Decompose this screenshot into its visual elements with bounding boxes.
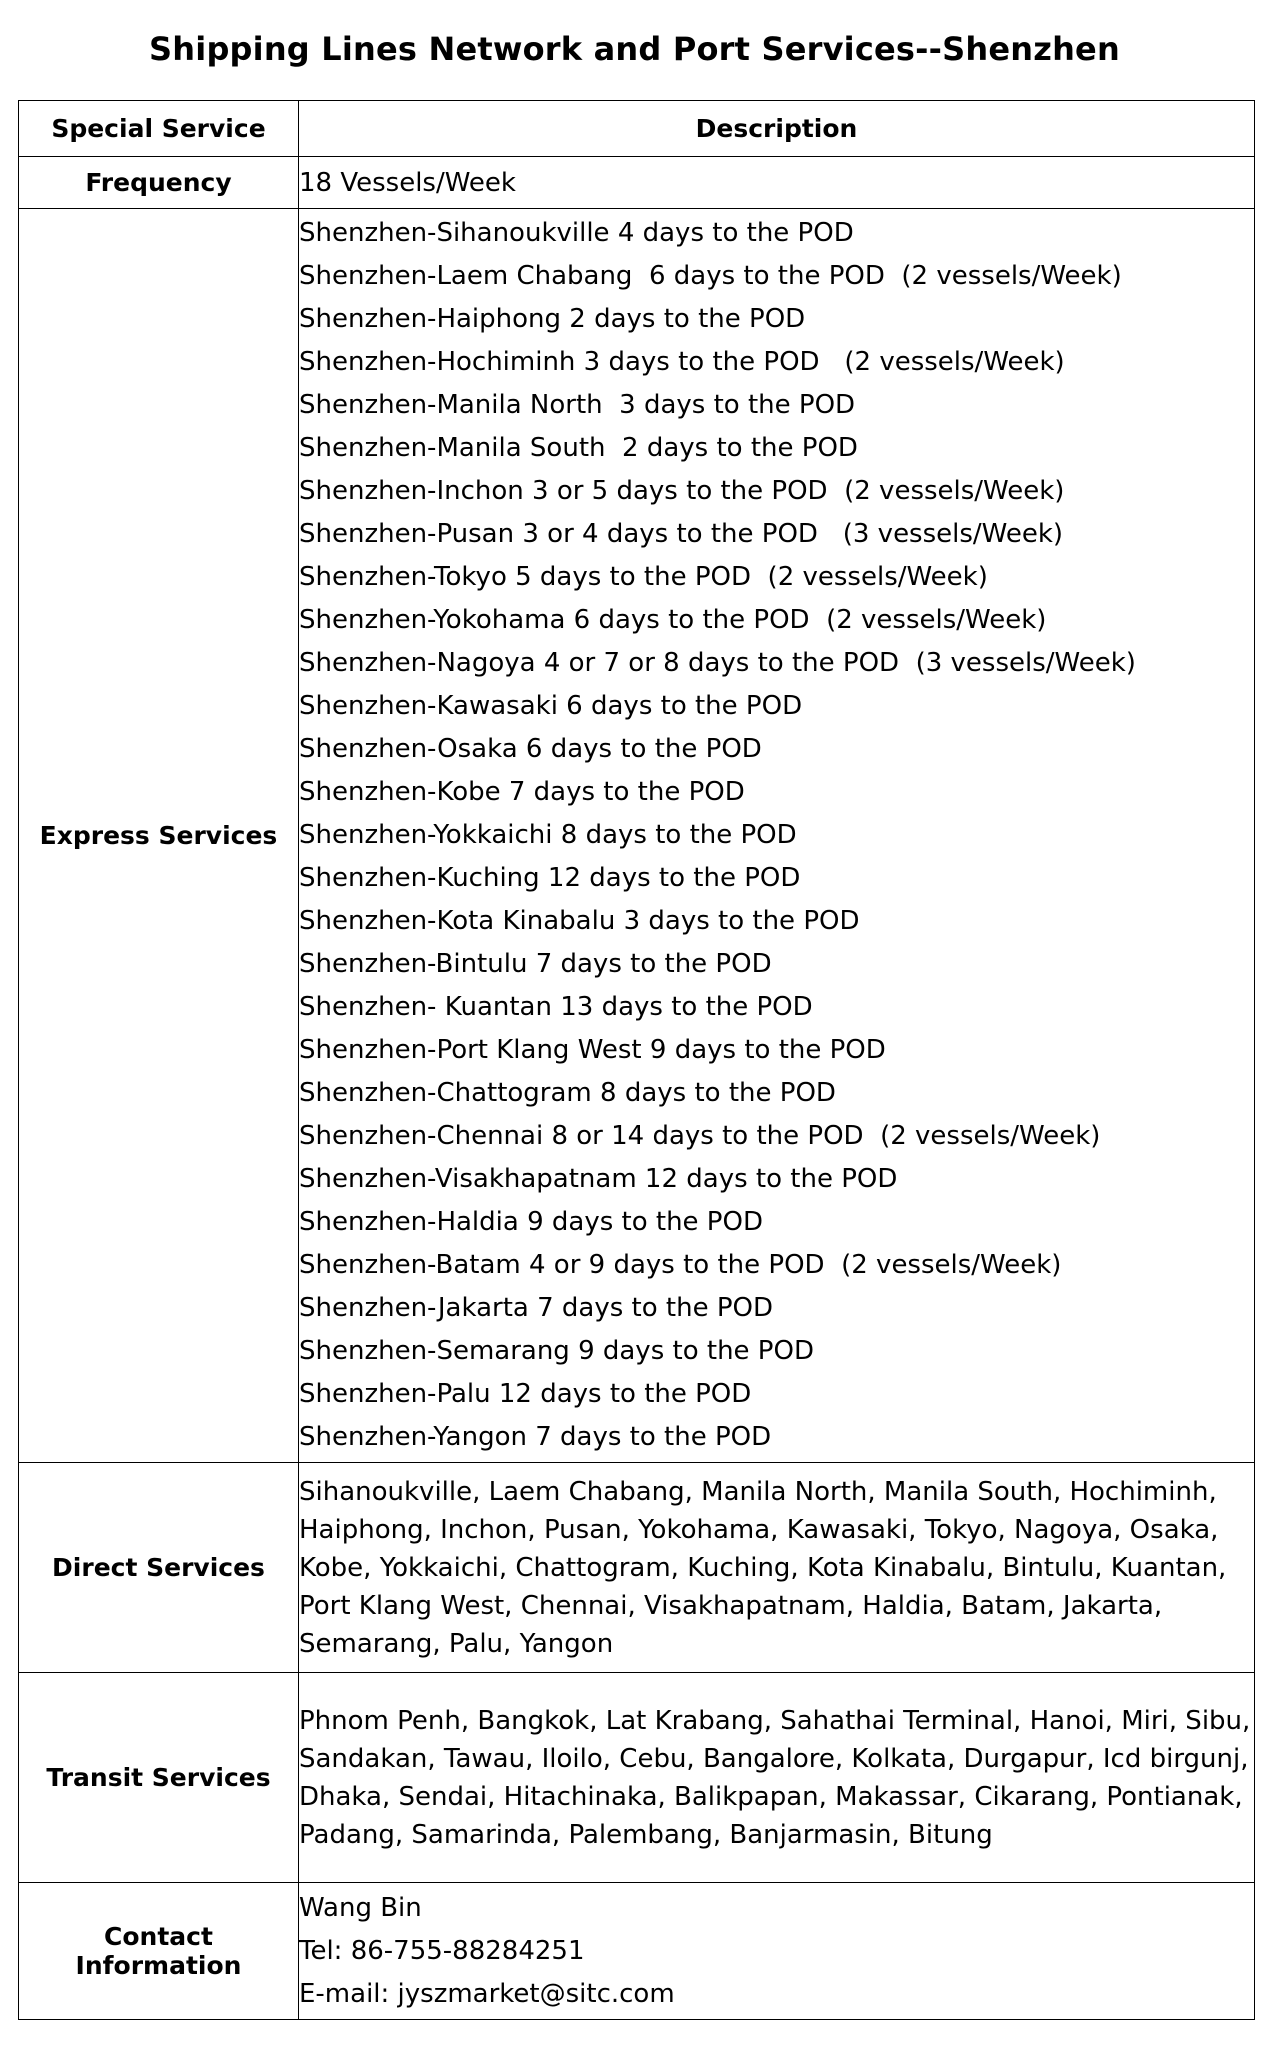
express-line: Shenzhen-Osaka 6 days to the POD: [299, 734, 762, 764]
contact-row: [19, 1883, 1255, 2020]
frequency-row: [19, 157, 1255, 209]
express-line: Shenzhen-Manila North 3 days to the POD: [299, 390, 856, 420]
express-line: Shenzhen-Chattogram 8 days to the POD: [299, 1078, 836, 1108]
header-row: [19, 101, 1255, 157]
express-line: Shenzhen-Batam 4 or 9 days to the POD (2 vessels/Week): [299, 1250, 1062, 1280]
express-services-row: [19, 209, 1255, 1463]
transit-line: Dhaka, Sendai, Hitachinaka, Balikpapan, Makassar, Cikarang, Pontianak,: [299, 1781, 1243, 1812]
express-services-list: [299, 209, 1255, 1463]
express-line: Shenzhen-Palu 12 days to the POD: [299, 1379, 752, 1409]
express-line: Shenzhen-Hochiminh 3 days to the POD (2 vessels/Week): [299, 347, 1065, 377]
express-line: Shenzhen-Kawasaki 6 days to the POD: [299, 691, 803, 721]
services-table: [18, 100, 1255, 2020]
express-line: Shenzhen-Pusan 3 or 4 days to the POD (3 vessels/Week): [299, 519, 1064, 549]
direct-line: Semarang, Palu, Yangon: [299, 1628, 614, 1659]
direct-services-list: [299, 1463, 1255, 1673]
contact-tel: Tel: 86-755-88284251: [299, 1935, 585, 1966]
express-line: Shenzhen-Haiphong 2 days to the POD: [299, 304, 806, 334]
page-title: Shipping Lines Network and Port Services--Shenzhen: [149, 30, 1120, 68]
express-line: Shenzhen-Yangon 7 days to the POD: [299, 1422, 772, 1452]
header-description: Description: [299, 101, 1255, 157]
transit-services-label: Transit Services: [19, 1673, 299, 1883]
express-line: Shenzhen-Yokkaichi 8 days to the POD: [299, 820, 797, 850]
contact-details: [299, 1883, 1255, 2020]
direct-services-label: Direct Services: [19, 1463, 299, 1673]
express-line: Shenzhen-Kuching 12 days to the POD: [299, 863, 801, 893]
transit-services-row: [19, 1673, 1255, 1883]
express-line: Shenzhen-Kobe 7 days to the POD: [299, 777, 745, 807]
express-line: Shenzhen-Inchon 3 or 5 days to the POD (2 vessels/Week): [299, 476, 1065, 506]
contact-email: E-mail: jyszmarket@sitc.com: [299, 1978, 675, 2009]
express-line: Shenzhen-Laem Chabang 6 days to the POD (2 vessels/Week): [299, 261, 1122, 291]
header-special-service: Special Service: [19, 101, 299, 157]
express-line: Shenzhen-Haldia 9 days to the POD: [299, 1207, 763, 1237]
transit-line: Padang, Samarinda, Palembang, Banjarmasin, Bitung: [299, 1819, 993, 1850]
express-line: Shenzhen-Sihanoukville 4 days to the POD: [299, 218, 854, 248]
transit-line: Phnom Penh, Bangkok, Lat Krabang, Sahathai Terminal, Hanoi, Miri, Sibu,: [299, 1705, 1251, 1736]
transit-line: Sandakan, Tawau, Iloilo, Cebu, Bangalore, Kolkata, Durgapur, Icd birgunj,: [299, 1743, 1249, 1774]
express-line: Shenzhen-Semarang 9 days to the POD: [299, 1336, 814, 1366]
direct-line: Sihanoukville, Laem Chabang, Manila North, Manila South, Hochiminh,: [299, 1476, 1217, 1507]
frequency-value: 18 Vessels/Week: [299, 157, 1255, 209]
express-line: Shenzhen-Port Klang West 9 days to the POD: [299, 1035, 886, 1065]
transit-services-list: [299, 1673, 1255, 1883]
frequency-label: Frequency: [19, 157, 299, 209]
express-line: Shenzhen-Visakhapatnam 12 days to the POD: [299, 1164, 898, 1194]
express-line: Shenzhen- Kuantan 13 days to the POD: [299, 992, 813, 1022]
express-line: Shenzhen-Tokyo 5 days to the POD (2 vessels/Week): [299, 562, 988, 592]
direct-line: Haiphong, Inchon, Pusan, Yokohama, Kawasaki, Tokyo, Nagoya, Osaka,: [299, 1514, 1219, 1545]
express-line: Shenzhen-Manila South 2 days to the POD: [299, 433, 858, 463]
direct-line: Kobe, Yokkaichi, Chattogram, Kuching, Kota Kinabalu, Bintulu, Kuantan,: [299, 1552, 1227, 1583]
express-line: Shenzhen-Bintulu 7 days to the POD: [299, 949, 772, 979]
express-line: Shenzhen-Nagoya 4 or 7 or 8 days to the POD (3 vessels/Week): [299, 648, 1136, 678]
contact-name: Wang Bin: [299, 1892, 422, 1923]
direct-line: Port Klang West, Chennai, Visakhapatnam, Haldia, Batam, Jakarta,: [299, 1590, 1163, 1621]
direct-services-row: [19, 1463, 1255, 1673]
express-line: Shenzhen-Yokohama 6 days to the POD (2 vessels/Week): [299, 605, 1047, 635]
contact-label: Contact Information: [19, 1883, 299, 2020]
express-line: Shenzhen-Kota Kinabalu 3 days to the POD: [299, 906, 860, 936]
express-line: Shenzhen-Jakarta 7 days to the POD: [299, 1293, 774, 1323]
express-line: Shenzhen-Chennai 8 or 14 days to the POD (2 vessels/Week): [299, 1121, 1101, 1151]
express-services-label: Express Services: [19, 209, 299, 1463]
